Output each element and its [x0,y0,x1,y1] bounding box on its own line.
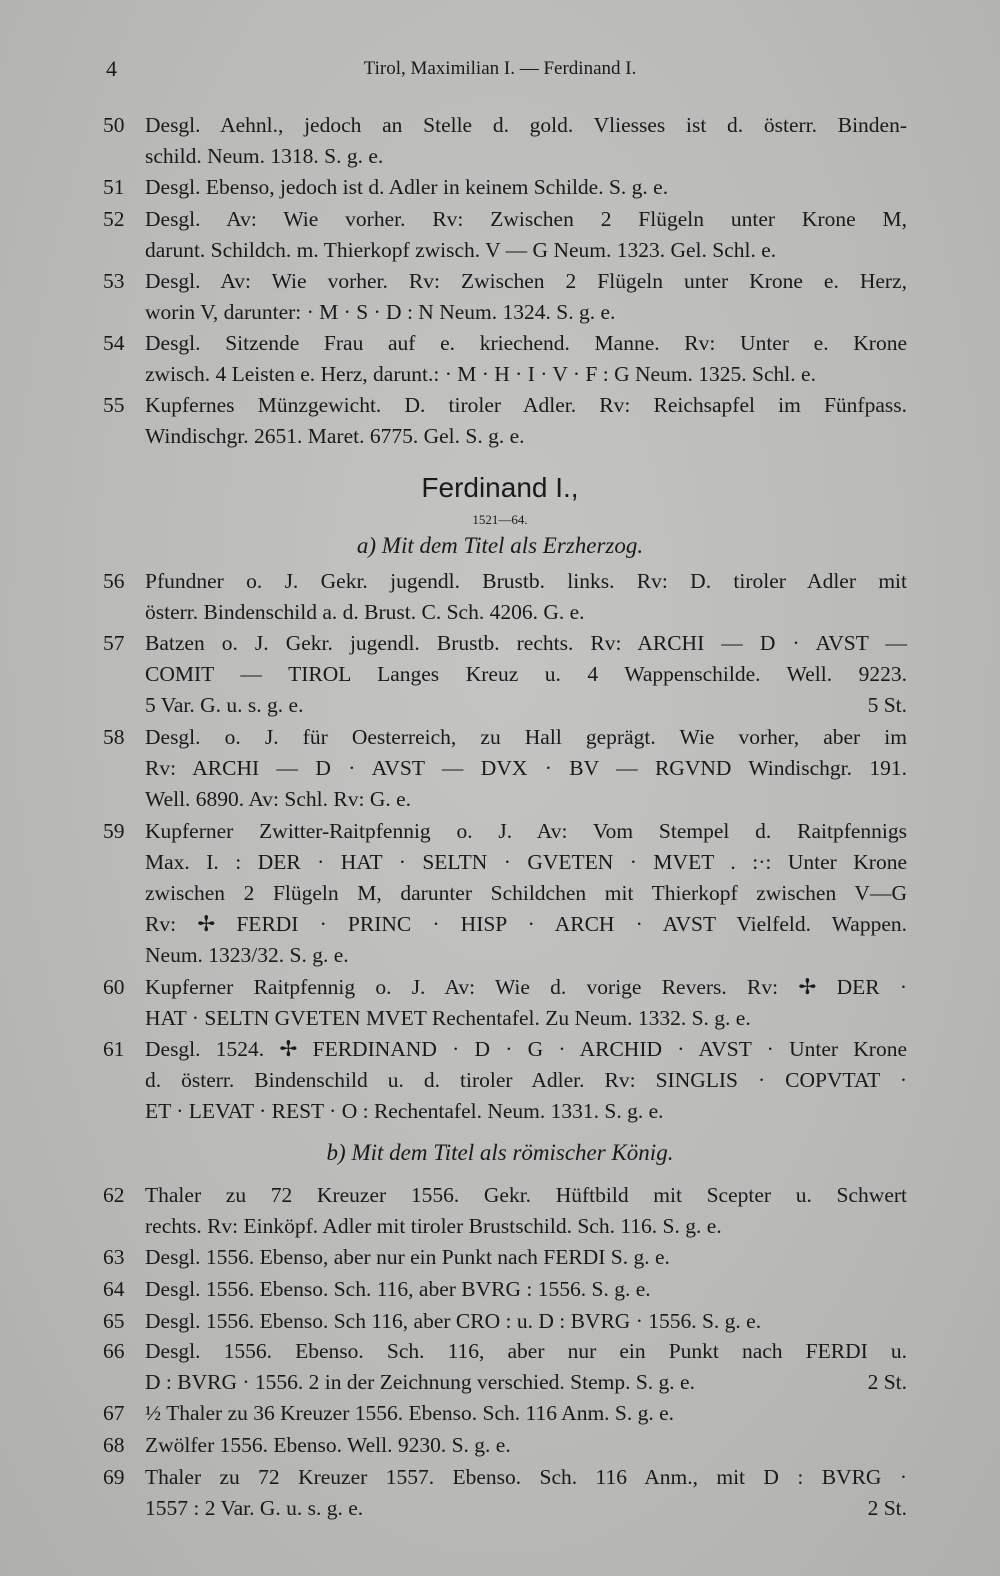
entry-line: ½ Thaler zu 36 Kreuzer 1556. Ebenso. Sch. 116 Anm. S. g. e. [145,1401,675,1425]
entry-number: 67 [103,1401,125,1425]
entry-line: 1557 : 2 Var. G. u. s. g. e. 2 St. [145,1493,907,1523]
entry-line: österr. Bindenschild a. d. Brust. C. Sch. 4206. G. e. [145,600,585,624]
entry-line: schild. Neum. 1318. S. g. e. [145,144,384,168]
subheading-archduke: a) Mit dem Titel als Erzherzog. [356,533,644,558]
entry-line: Desgl. Av: Wie vorher. Rv: Zwischen 2 Flügeln unter Krone e. Herz, [145,269,907,293]
entry-line: Desgl. 1556. Ebenso. Sch. 116, aber BVRG : 1556. S. g. e. [145,1277,651,1301]
entry-line: 5 Var. G. u. s. g. e. 5 St. [145,690,907,720]
entry-number: 61 [103,1037,125,1061]
piece-count: 2 St. [867,1496,907,1520]
entry-line: Desgl. Sitzende Frau auf e. kriechend. Manne. Rv: Unter e. Krone [145,331,907,355]
entry-line: D : BVRG · 1556. 2 in der Zeichnung verschied. Stemp. S. g. e. 2 St. [145,1367,907,1397]
entry-number: 64 [103,1277,125,1301]
entry-number: 53 [103,269,125,293]
entry-line: Thaler zu 72 Kreuzer 1557. Ebenso. Sch. 116 Anm., mit D : BVRG · [145,1465,907,1489]
entry-line: Well. 6890. Av: Schl. Rv: G. e. [145,787,412,811]
entry-line: Batzen o. J. Gekr. jugendl. Brustb. rechts. Rv: ARCHI — D · AVST — [145,631,907,655]
entry-line: Windischgr. 2651. Maret. 6775. Gel. S. g. e. [145,424,525,448]
entry-line: Kupferner Zwitter-Raitpfennig o. J. Av: Vom Stempel d. Raitpfennigs [145,819,907,843]
piece-count: 2 St. [867,1370,907,1394]
entry-line: Desgl. Ebenso, jedoch ist d. Adler in keinem Schilde. S. g. e. [145,175,669,199]
entry-line: Thaler zu 72 Kreuzer 1556. Gekr. Hüftbild mit Scepter u. Schwert [145,1183,907,1207]
entry-line: Rv: ✢ FERDI · PRINC · HISP · ARCH · AVST Vielfeld. Wappen. [145,912,907,936]
entry-line: Desgl. 1556. Ebenso. Sch 116, aber CRO : u. D : BVRG · 1556. S. g. e. [145,1309,762,1333]
entry-line: Desgl. 1556. Ebenso. Sch. 116, aber nur ein Punkt nach FERDI u. [145,1339,907,1363]
piece-count: 5 St. [867,693,907,717]
entry-number: 56 [103,569,125,593]
entry-line: darunt. Schildch. m. Thierkopf zwisch. V — G Neum. 1323. Gel. Schl. e. [145,238,777,262]
entry-number: 69 [103,1465,125,1489]
entry-number: 55 [103,393,125,417]
entry-line: Desgl. Av: Wie vorher. Rv: Zwischen 2 Flügeln unter Krone M, [145,207,907,231]
entry-number: 62 [103,1183,125,1207]
entry-number: 51 [103,175,125,199]
entry-number: 50 [103,113,125,137]
entry-line: COMIT — TIROL Langes Kreuz u. 4 Wappenschilde. Well. 9223. [145,662,907,686]
entry-number: 54 [103,331,125,355]
entry-line: worin V, darunter: · M · S · D : N Neum. 1324. S. g. e. [145,300,616,324]
entry-line: ET · LEVAT · REST · O : Rechentafel. Neum. 1331. S. g. e. [145,1099,664,1123]
entry-number: 65 [103,1309,125,1333]
section-title: Ferdinand I., [421,472,579,503]
entry-line: zwischen 2 Flügeln M, darunter Schildchen mit Thierkopf zwischen V—G [145,881,907,905]
entry-line: d. österr. Bindenschild u. d. tiroler Adler. Rv: SINGLIS · COPVTAT · [145,1068,907,1092]
page-header [0,56,1000,86]
running-title: Tirol, Maximilian I. — Ferdinand I. [363,58,637,79]
entry-number: 58 [103,725,125,749]
entry-line: Desgl. 1556. Ebenso, aber nur ein Punkt nach FERDI S. g. e. [145,1245,670,1269]
entry-line: Pfundner o. J. Gekr. jugendl. Brustb. links. Rv: D. tiroler Adler mit [145,569,907,593]
entry-line: zwisch. 4 Leisten e. Herz, darunt.: · M · H · I · V · F : G Neum. 1325. Schl. e. [145,362,816,386]
entry-line: Desgl. o. J. für Oesterreich, zu Hall geprägt. Wie vorher, aber im [145,725,907,749]
subheading-roman-king: b) Mit dem Titel als römischer König. [326,1140,674,1165]
entry-line: Desgl. 1524. ✢ FERDINAND · D · G · ARCHID · AVST · Unter Krone [145,1037,907,1061]
entry-line: rechts. Rv: Einköpf. Adler mit tiroler Brustschild. Sch. 116. S. g. e. [145,1214,722,1238]
entry-number: 60 [103,975,125,999]
page-number: 4 [106,56,117,81]
entry-line: Desgl. Aehnl., jedoch an Stelle d. gold. Vliesses ist d. österr. Binden- [145,113,907,137]
entry-line: Max. I. : DER · HAT · SELTN · GVETEN · MVET . :·: Unter Krone [145,850,907,874]
entry-line: Kupfernes Münzgewicht. D. tiroler Adler. Rv: Reichsapfel im Fünfpass. [145,393,907,417]
entry-number: 57 [103,631,125,655]
entry-number: 52 [103,207,125,231]
entry-line: Zwölfer 1556. Ebenso. Well. 9230. S. g. e. [145,1433,511,1457]
entry-line: Kupferner Raitpfennig o. J. Av: Wie d. vorige Revers. Rv: ✢ DER · [145,975,907,999]
section-years: 1521—64. [472,512,528,527]
entry-number: 68 [103,1433,125,1457]
entry-line: HAT · SELTN GVETEN MVET Rechentafel. Zu Neum. 1332. S. g. e. [145,1006,751,1030]
entry-number: 59 [103,819,125,843]
entry-number: 63 [103,1245,125,1269]
entry-number: 66 [103,1339,125,1363]
entry-line: Rv: ARCHI — D · AVST — DVX · BV — RGVND Windischgr. 191. [145,756,907,780]
entry-line: Neum. 1323/32. S. g. e. [145,943,349,967]
